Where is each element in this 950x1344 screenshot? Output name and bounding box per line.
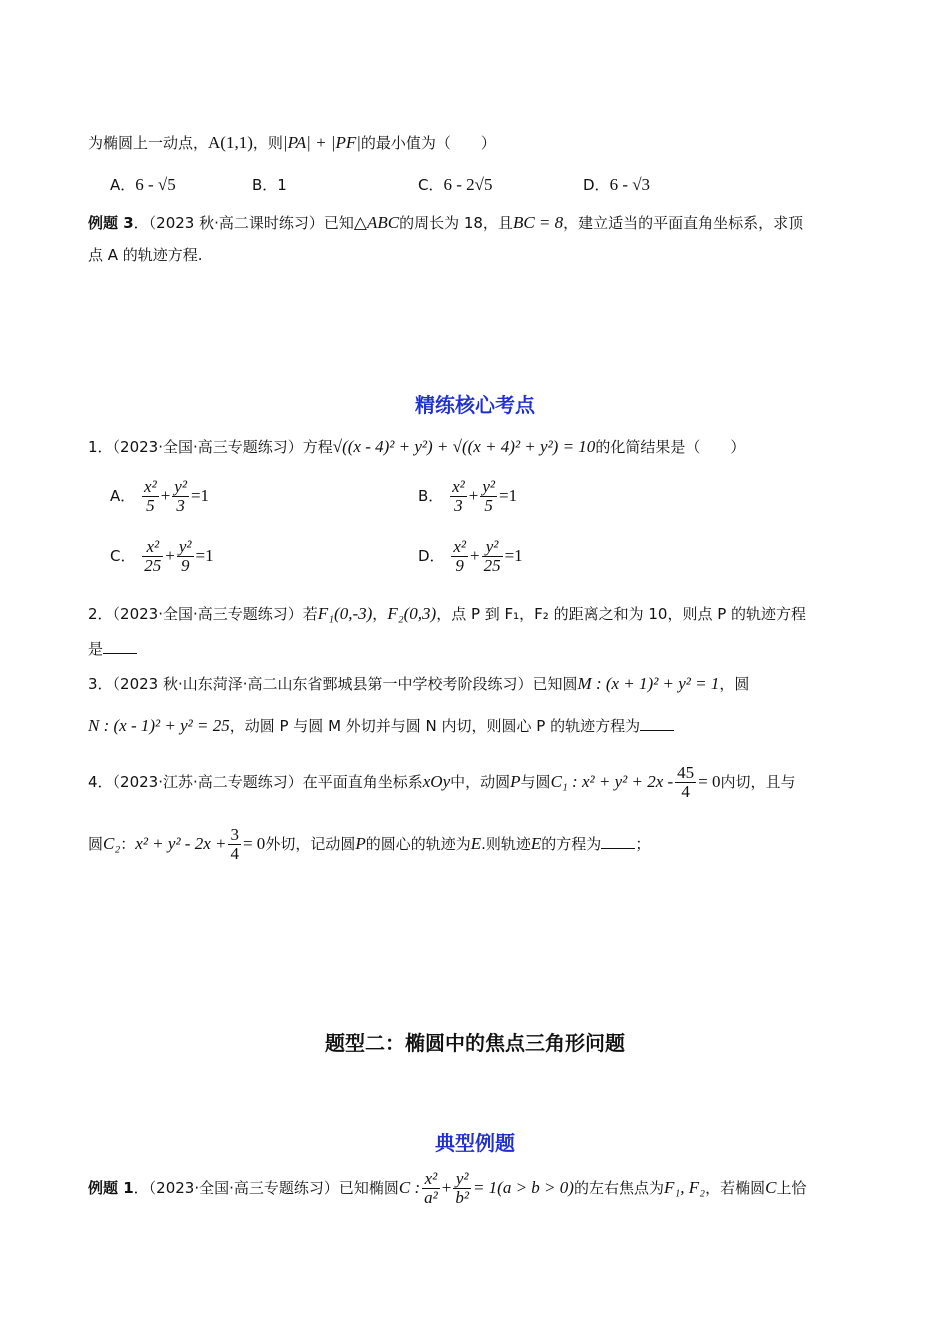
- denominator: 25: [144, 556, 162, 575]
- fraction: [142, 478, 159, 515]
- denominator: 25: [483, 556, 501, 575]
- numerator: y²: [453, 1170, 471, 1189]
- q4-line2-a: 圆: [88, 835, 104, 853]
- denominator: 3: [176, 496, 185, 515]
- option-label: D．: [418, 547, 445, 565]
- q4-p: P: [510, 772, 521, 791]
- denominator: 4: [681, 782, 690, 801]
- option-label: C．: [418, 176, 444, 194]
- denominator: b²: [455, 1188, 469, 1207]
- fraction: [482, 538, 503, 575]
- example3-text2: ，建立适当的平面直角坐标系，求顶: [563, 214, 804, 232]
- denominator: 9: [455, 556, 464, 575]
- denominator: a²: [424, 1188, 438, 1207]
- example3-source: ．（2023 秋·高二课时练习）已知: [133, 214, 354, 232]
- q2-f2: F₂(0,3): [387, 604, 437, 623]
- numerator: y²: [482, 477, 495, 496]
- numerator: 3: [230, 825, 239, 844]
- point-a: A(1,1): [208, 133, 253, 152]
- question-3: [88, 673, 749, 695]
- q4-text4: 内切，且与: [720, 773, 796, 791]
- bc-length: BC = 8: [512, 213, 564, 232]
- answer-blank[interactable]: [103, 639, 137, 654]
- denominator: 9: [180, 556, 190, 575]
- q1-text: 1．（2023·全国·高三专题练习）方程: [88, 438, 333, 456]
- denominator: 4: [230, 844, 239, 863]
- intro-text-before: 为椭圆上一动点，: [88, 134, 209, 152]
- option-a: [110, 174, 176, 196]
- q4-line2-e: .则轨迹: [481, 835, 531, 853]
- intro-line: [88, 132, 496, 154]
- q4-line2-b: ：: [120, 835, 136, 853]
- numerator: y²: [178, 537, 192, 556]
- option-label: D．: [583, 176, 610, 194]
- question-2: [88, 603, 806, 625]
- option-d: [583, 174, 650, 196]
- q4-line2-f: 的方程为: [541, 835, 602, 853]
- option-value: 6 - √3: [609, 175, 651, 194]
- q4-line2-c: 外切，记动圆: [265, 835, 356, 853]
- option-value: 6 - √5: [135, 175, 176, 194]
- q4-text3: 与圆: [520, 773, 551, 791]
- distance-expression: |PA| + |PF|: [282, 133, 361, 152]
- option-label: B．: [418, 487, 444, 505]
- example1-text2: 的左右焦点为: [573, 1179, 664, 1197]
- example1-text1: ．（2023·全国·高三专题练习）已知椭圆: [133, 1179, 399, 1197]
- fraction: [453, 1170, 471, 1207]
- question-2-line2: [88, 638, 137, 660]
- numerator: y²: [482, 538, 503, 557]
- numerator: x²: [144, 477, 157, 496]
- triangle-abc: △ABC: [353, 213, 400, 232]
- q3-m-equation: M : (x + 1)² + y² = 1: [577, 674, 720, 693]
- q4-e2: E: [530, 834, 542, 853]
- section-practice-heading: 精练核心考点: [415, 393, 535, 417]
- q4-text2: 中，动圆: [450, 773, 511, 791]
- fraction: [228, 826, 241, 863]
- q4-line2-g: ；: [635, 835, 651, 853]
- q2-f1: F₁(0,-3): [317, 604, 373, 623]
- denominator: 5: [146, 496, 155, 515]
- example3-text1: 的周长为 18，且: [399, 214, 513, 232]
- numerator: x²: [422, 1170, 440, 1189]
- q1-option-b: B． $\frac{\text{x²}}{3}$ + $\frac{\text{y²}}{5}$ =1: [418, 477, 518, 515]
- q3-text2: ，圆: [719, 675, 750, 693]
- example3-line1: [88, 212, 803, 234]
- q1-equation: √((x - 4)² + y²) + √((x + 4)² + y²) = 10: [332, 437, 596, 456]
- option-label: A．: [110, 487, 136, 505]
- section-examples-heading: 典型例题: [435, 1131, 515, 1155]
- q3-text1: 3．（2023 秋·山东菏泽·高二山东省鄄城县第一中学校考阶段练习）已知圆: [88, 675, 578, 693]
- numerator: x²: [452, 477, 465, 496]
- option-b: [252, 174, 287, 196]
- denominator: 3: [454, 496, 463, 515]
- question-4: [88, 764, 796, 801]
- q2-text2: ，点 P 到 F₁，F₂ 的距离之和为 10，则点 P 的轨迹方程: [436, 605, 807, 623]
- answer-blank[interactable]: [640, 716, 674, 731]
- question-4-line2: [88, 826, 650, 863]
- q2-text1: 2．（2023·全国·高三专题练习）若: [88, 605, 318, 623]
- q4-c2-rhs: = 0: [242, 834, 266, 853]
- q4-p2: P: [355, 834, 366, 853]
- question-3-line2: [88, 715, 674, 737]
- fraction: [450, 478, 467, 515]
- numerator: 45: [677, 763, 695, 782]
- q4-e: E: [470, 834, 482, 853]
- example1-text3: ，若椭圆: [705, 1179, 766, 1197]
- numerator: x²: [142, 538, 163, 557]
- denominator: 5: [484, 496, 493, 515]
- example1-foci: F₁, F₂: [663, 1178, 706, 1197]
- q1-option-c: C． $\frac{\text{x²}}{25}$ + $\frac{\text{y²}}{9}$ =1: [110, 537, 214, 575]
- q2-line2: 是: [88, 640, 104, 658]
- fraction: [451, 538, 468, 575]
- q1-text-after: 的化简结果是（ ）: [595, 438, 746, 456]
- numerator: y²: [174, 477, 187, 496]
- q3-line2: ，动圆 P 与圆 M 外切并与圆 N 内切，则圆心 P 的轨迹方程为: [229, 717, 641, 735]
- q4-xoy: xOy: [422, 772, 451, 791]
- fraction: [480, 478, 497, 515]
- q4-c1-lhs: C₁ : x² + y² + 2x -: [550, 772, 674, 791]
- option-c: [418, 174, 492, 196]
- q4-c1-rhs: = 0: [698, 772, 721, 791]
- example3-line2: 点 A 的轨迹方程.: [88, 246, 203, 264]
- example1-line1: 例题 1．（2023·全国·高三专题练习）已知椭圆C : $\frac{\text{x²}}{\text{a²}}$ + $\frac{\text{y²}}{\text{b²}}$ = 1(a > b > 0)的左右焦点为F₁, F₂，若椭圆C上恰: [88, 1169, 807, 1207]
- q4-c2: C₂: [103, 834, 121, 853]
- option-label: B．: [252, 176, 278, 194]
- example1-c: C :: [398, 1178, 421, 1197]
- numerator: x²: [453, 537, 466, 556]
- answer-blank[interactable]: [601, 834, 635, 849]
- rhs: =1: [498, 486, 518, 505]
- section-type2-heading: 题型二：椭圆中的焦点三角形问题: [325, 1031, 625, 1055]
- intro-text-after: 的最小值为（ ）: [360, 134, 496, 152]
- example3-label: 例题 3: [88, 214, 134, 232]
- question-1: [88, 436, 745, 458]
- q4-c2-lhs: x² + y² - 2x +: [135, 834, 227, 853]
- option-label: C．: [110, 547, 136, 565]
- q4-text1: 4．（2023·江苏·高二专题练习）在平面直角坐标系: [88, 773, 423, 791]
- fraction: [177, 538, 194, 575]
- q2-sep: ，: [372, 605, 388, 623]
- example1-c2: C: [765, 1178, 777, 1197]
- q1-option-d: D． $\frac{\text{x²}}{9}$ + $\frac{\text{y²}}{25}$ =1: [418, 537, 523, 575]
- q3-n-equation: N : (x - 1)² + y² = 25: [88, 716, 230, 735]
- option-value: 1: [277, 176, 287, 194]
- fraction: [675, 764, 696, 801]
- example1-text4: 上恰: [776, 1179, 807, 1197]
- intro-text-mid: ，则: [252, 134, 283, 152]
- rhs: =1: [190, 486, 210, 505]
- option-value: 6 - 2√5: [443, 175, 493, 194]
- fraction: [422, 1170, 440, 1207]
- fraction: [172, 478, 189, 515]
- q1-option-a: A． $\frac{\text{x²}}{5}$ + $\frac{\text{y²}}{3}$ =1: [110, 477, 210, 515]
- rhs: =1: [504, 546, 523, 565]
- example1-rhs: = 1(a > b > 0): [472, 1178, 574, 1197]
- q4-line2-d: 的圆心的轨迹为: [365, 835, 471, 853]
- fraction: [142, 538, 163, 575]
- option-label: A．: [110, 176, 136, 194]
- rhs: =1: [195, 546, 214, 565]
- example1-label: 例题 1: [88, 1179, 134, 1197]
